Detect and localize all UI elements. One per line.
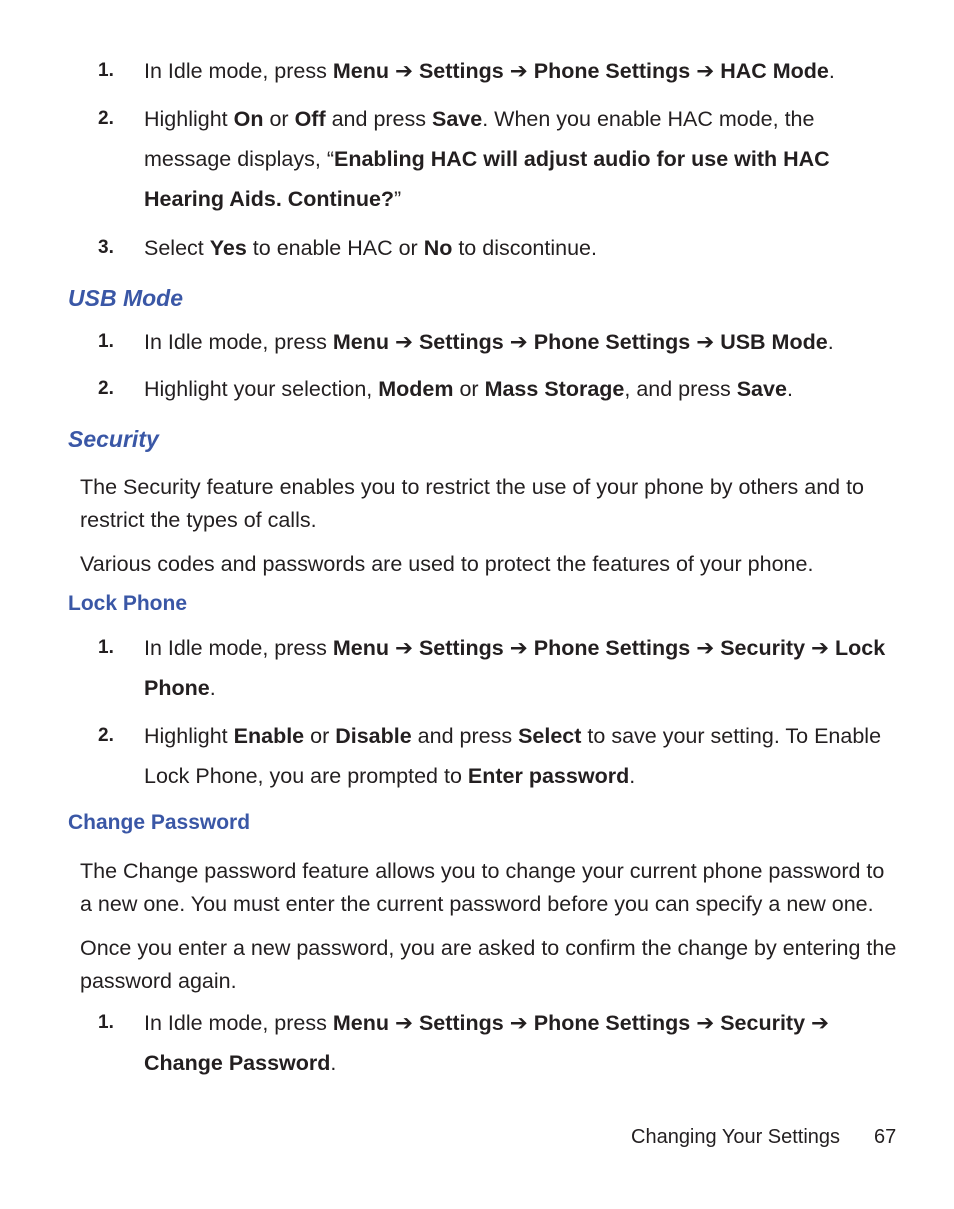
step-text: In Idle mode, press Menu ➔ Settings ➔ Phone Settings ➔ Security ➔ Lock Phone.: [144, 636, 886, 700]
heading-change-password: Change Password: [68, 811, 251, 834]
usb-step-1: [98, 322, 898, 362]
lock-step-2: [98, 716, 898, 796]
lock-step-1: [98, 628, 898, 708]
security-paragraph-2: Various codes and passwords are used to protect the features of your phone.: [80, 552, 814, 576]
step-number: 1.: [98, 637, 114, 658]
step-number: 3.: [98, 237, 114, 258]
step-number: 2.: [98, 378, 114, 399]
hac-step-2: [98, 99, 898, 219]
step-text: In Idle mode, press Menu ➔ Settings ➔ Phone Settings ➔ USB Mode.: [144, 330, 834, 354]
heading-security: Security: [68, 426, 159, 452]
heading-lock-phone: Lock Phone: [68, 592, 188, 615]
footer-section-title: Changing Your Settings: [631, 1126, 841, 1148]
step-number: 2.: [98, 725, 114, 746]
step-number: 2.: [98, 108, 114, 129]
usb-step-2: [98, 369, 898, 409]
step-text: Highlight Enable or Disable and press Select to save your setting. To Enable Lock Phone, you are prompted to Enter password.: [144, 724, 882, 788]
step-number: 1.: [98, 60, 114, 81]
step-number: 1.: [98, 331, 114, 352]
step-text: In Idle mode, press Menu ➔ Settings ➔ Phone Settings ➔ Security ➔ Change Password.: [144, 1011, 830, 1075]
page-number: 67: [874, 1126, 897, 1148]
change-paragraph-2: Once you enter a new password, you are asked to confirm the change by entering the password again.: [80, 936, 897, 993]
change-step-1: [98, 1003, 898, 1083]
change-paragraph-1: The Change password feature allows you to change your current phone password to a new one. You must enter the current password before you can specify a new one.: [80, 859, 885, 916]
step-text: In Idle mode, press Menu ➔ Settings ➔ Phone Settings ➔ HAC Mode.: [144, 59, 835, 83]
heading-usb-mode: USB Mode: [68, 285, 183, 311]
step-text: Select Yes to enable HAC or No to discontinue.: [144, 236, 597, 260]
step-number: 1.: [98, 1012, 114, 1033]
security-paragraph-1: The Security feature enables you to restrict the use of your phone by others and to restrict the types of calls.: [80, 475, 865, 532]
step-text: Highlight your selection, Modem or Mass Storage, and press Save.: [144, 377, 793, 401]
step-text: Highlight On or Off and press Save. When you enable HAC mode, the message displays, “Enabling HAC will adjust audio for use with HAC Hearing Aids. Continue?”: [144, 107, 830, 211]
hac-step-3: [98, 228, 898, 268]
hac-step-1: [98, 51, 898, 91]
